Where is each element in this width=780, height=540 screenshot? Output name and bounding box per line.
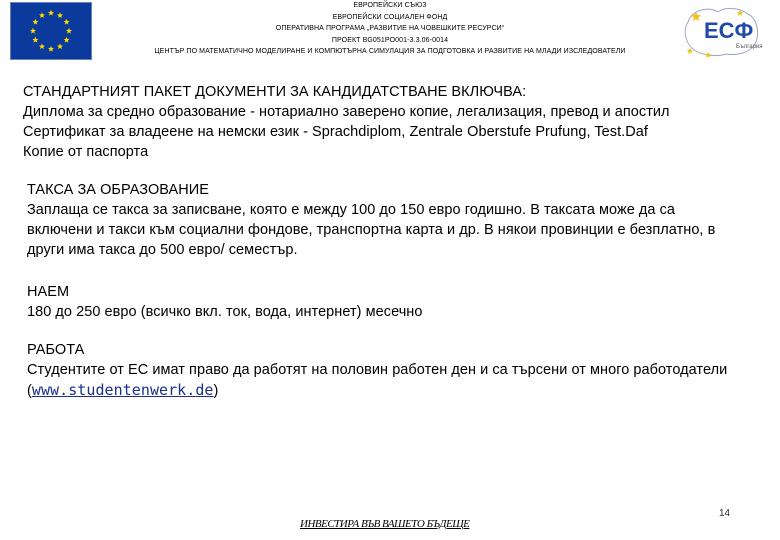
header-line: ЕВРОПЕЙСКИ СОЦИАЛЕН ФОНД — [332, 13, 448, 21]
documents-item: Диплома за средно образование - нотариално заверено копие, легализация, превод и апостил — [23, 104, 670, 120]
rent-heading: НАЕМ — [27, 284, 70, 300]
eu-star-icon — [39, 12, 45, 18]
documents-section — [23, 82, 773, 162]
eu-star-icon — [39, 43, 45, 49]
rent-section — [27, 282, 732, 322]
documents-heading: СТАНДАРТНИЯТ ПАКЕТ ДОКУМЕНТИ ЗА КАНДИДАТСТВАНЕ ВКЛЮЧВА: — [23, 84, 527, 100]
work-section — [27, 340, 732, 401]
work-text — [27, 360, 732, 401]
header-line: ЦЕНТЪР ПО МАТЕМАТИЧНО МОДЕЛИРАНЕ И КОМПЮТЪРНА СИМУЛАЦИЯ ЗА ПОДГОТОВКА И РАЗВИТИЕ НА МЛАДИ ИЗСЛЕДОВАТЕЛИ — [154, 48, 626, 55]
page-number: 14 — [719, 508, 731, 519]
footer-slogan: ИНВЕСТИРА ВЪВ ВАШЕТО БЪДЕЩЕ — [300, 518, 470, 530]
tuition-heading: ТАКСА ЗА ОБРАЗОВАНИЕ — [27, 182, 209, 198]
tuition-section — [27, 180, 732, 260]
eu-star-icon — [64, 19, 70, 25]
header-line: ОПЕРАТИВНА ПРОГРАМА „РАЗВИТИЕ НА ЧОВЕШКИТЕ РЕСУРСИ“ — [275, 25, 505, 32]
eu-star-icon — [32, 19, 38, 25]
esf-logo — [678, 2, 764, 60]
documents-item: Сертификат за владеене на немски език - Sprachdiplom, Zentrale Oberstufe Prufung, Test.Daf — [23, 124, 648, 140]
studentenwerk-link[interactable]: www.studentenwerk.de — [31, 381, 214, 399]
header-line: ЕВРОПЕЙСКИ СЪЮЗ — [353, 2, 427, 9]
eu-star-icon — [48, 46, 54, 52]
esf-logo-subtext: България — [736, 44, 763, 50]
work-text-before: Студентите от ЕС имат право да работят на половин работен ден и са търсени от много работодатели ( — [27, 362, 728, 399]
tuition-text: Заплаща се такса за записване, която е между 100 до 150 евро годишно. В таксата може да са включени и такси към социални фондове, транспортна карта и др. В някои провинции е безплатно, в други има такса до 500 евро/ семестър. — [27, 202, 716, 258]
rent-text: 180 до 250 евро (всичко вкл. ток, вода, интернет) месечно — [27, 304, 423, 320]
eu-star-icon — [30, 28, 36, 34]
eu-star-icon — [64, 37, 70, 43]
header-line: ПРОЕКТ BG051PO001-3.3.06-0014 — [331, 36, 449, 44]
eu-star-icon — [48, 10, 54, 16]
eu-star-icon — [57, 12, 63, 18]
work-text-after: ) — [213, 383, 219, 399]
work-heading: РАБОТА — [27, 342, 85, 358]
eu-star-icon — [66, 28, 72, 34]
esf-logo-text: ЕСФ — [704, 18, 754, 43]
documents-item: Копие от паспорта — [23, 144, 149, 160]
eu-star-icon — [32, 37, 38, 43]
eu-star-icon — [57, 43, 63, 49]
eu-flag-logo — [10, 2, 92, 60]
header-text — [110, 0, 670, 58]
